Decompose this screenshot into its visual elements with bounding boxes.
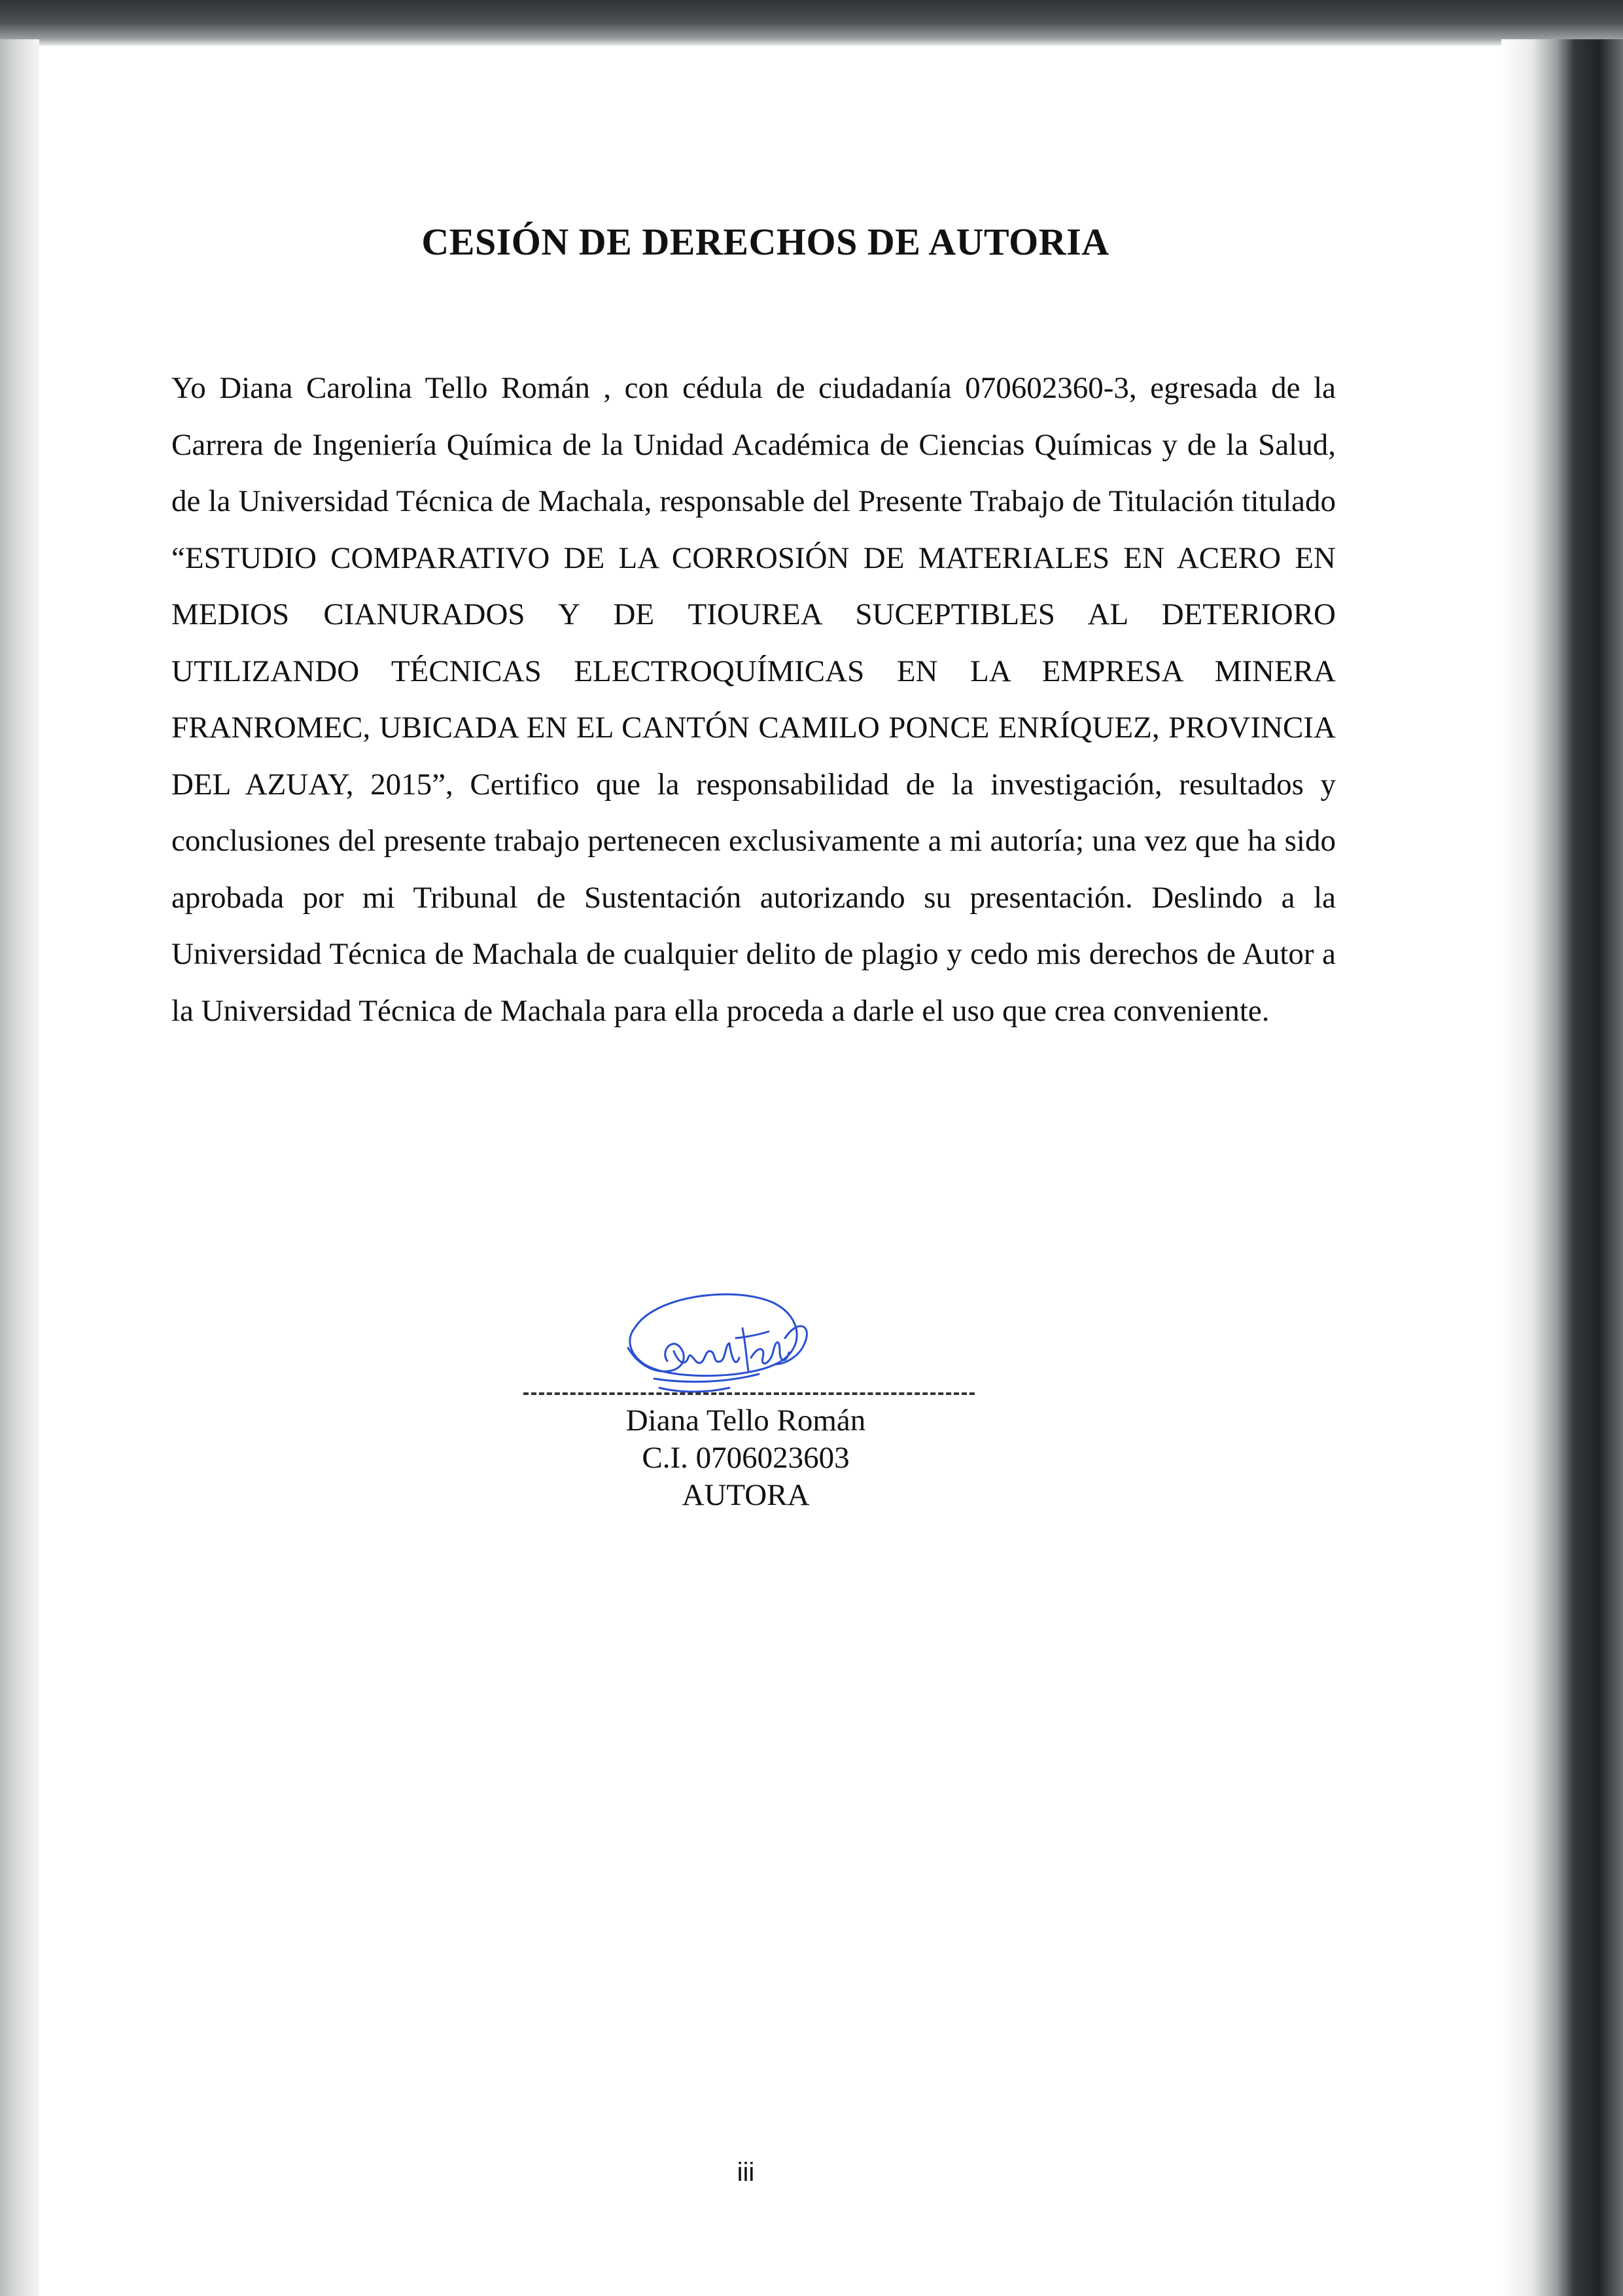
document-title: CESIÓN DE DERECHOS DE AUTORIA (421, 221, 1109, 263)
declaration-paragraph: Yo Diana Carolina Tello Román , con cédula de ciudadanía 070602360-3, egresada de la Carrera de Ingeniería Química de la Unidad Académica de Ciencias Químicas y de la Salud, de la Universidad Técnica de Machala, responsable del Presente Trabajo de Titulación titulado “ESTUDIO COMPARATIVO DE LA CORROSIÓN DE MATERIALES EN ACERO EN MEDIOS CIANURADOS Y DE TIOUREA SUCEPTIBLES AL DETERIORO UTILIZANDO TÉCNICAS ELECTROQUÍMICAS EN LA EMPRESA MINERA FRANROMEC, UBICADA EN EL CANTÓN CAMILO PONCE ENRÍQUEZ, PROVINCIA DEL AZUAY, 2015”, Certifico que la responsabilidad de la investigación, resultados y conclusiones del presente trabajo pertenecen exclusivamente a mi autoría; una vez que ha sido aprobada por mi Tribunal de Sustentación autorizando su presentación. Deslindo a la Universidad Técnica de Machala de cualquier delito de plagio y cedo mis derechos de Autor a la Universidad Técnica de Machala para ella proceda a darle el uso que crea conveniente. (171, 371, 1336, 1028)
signature-strokes (628, 1294, 807, 1392)
signer-id-number: C.I. 0706023603 (642, 1441, 850, 1475)
handwritten-signature (608, 1266, 818, 1423)
signer-name: Diana Tello Román (625, 1404, 866, 1438)
signature-line (523, 1381, 975, 1395)
signature-block (517, 1266, 975, 1528)
page-number: iii (737, 2158, 755, 2187)
signer-role: AUTORA (682, 1478, 810, 1512)
